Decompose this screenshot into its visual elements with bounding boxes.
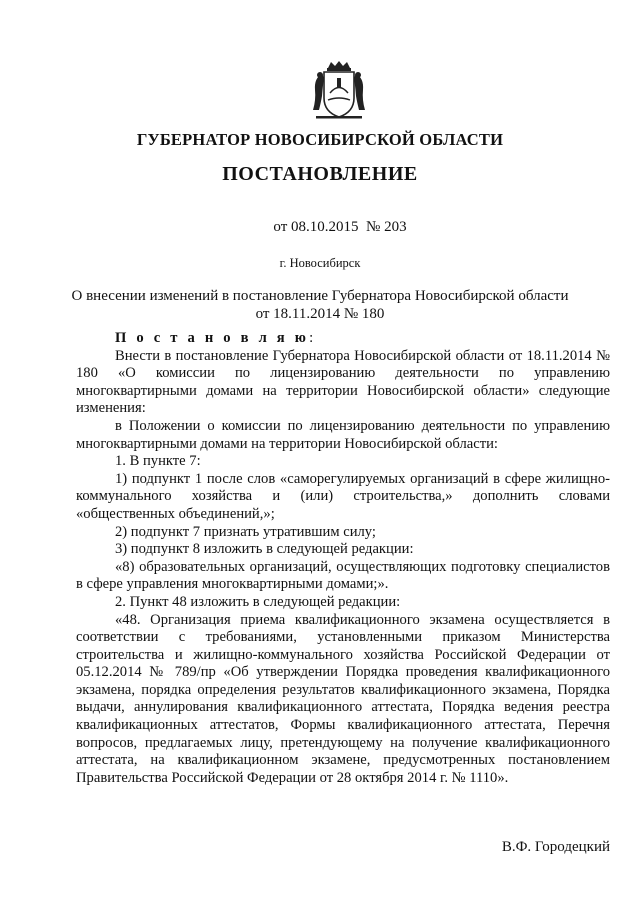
document-date-number: от 08.10.2015 № 203	[273, 219, 407, 235]
body-paragraph: 3) подпункт 8 изложить в следующей редакции:	[115, 541, 414, 558]
signature-name: В.Ф. Городецкий	[501, 839, 610, 855]
document-body	[76, 330, 610, 787]
resolve-word: П о с т а н о в л я ю	[115, 330, 310, 346]
body-paragraph: 1. В пункте 7:	[115, 453, 201, 470]
body-paragraph: 2. Пункт 48 изложить в следующей редакции:	[115, 593, 401, 610]
resolve-colon: :	[309, 330, 314, 346]
resolve-heading	[76, 330, 610, 348]
document-type-title: ПОСТАНОВЛЕНИЕ	[222, 163, 418, 185]
organization-title: ГУБЕРНАТОР НОВОСИБИРСКОЙ ОБЛАСТИ	[136, 130, 504, 149]
body-paragraph: «48. Организация приема квалификационного экзамена осуществляется в соответствии с требованиями, установленными приказом Министерства строительства и жилищно-коммунального хозяйства Российской Федерации от 05.12.2014 № 789/пр «Об утверждении Порядка проведения квалификационного экзамена, порядка определения результатов квалификационного экзамена, Порядка выдачи, аннулирования квалификационного аттестата, Порядка ведения реестра квалификационных аттестатов, Формы квалификационного аттестата, Перечня вопросов, предлагаемых лицу, претендующему на получение квалификационного аттестата, на квалификационном экзамене, предусмотренных постановлением Правительства Российской Федерации от 28 октября 2014 г. № 1110».	[76, 611, 610, 786]
subject-line-1: О внесении изменений в постановление Губернатора Новосибирской области	[71, 288, 569, 304]
body-paragraph: «8) образовательных организаций, осуществляющих подготовку специалистов в сфере управления многоквартирными домами;».	[76, 558, 610, 593]
document-subject	[0, 287, 640, 323]
body-paragraph: Внести в постановление Губернатора Новосибирской области от 18.11.2014 № 180 «О комиссии по лицензированию деятельности по управлению многоквартирными домами на территории Новосибирской области» следующие изменения:	[76, 347, 610, 417]
document-city: г. Новосибирск	[279, 256, 361, 270]
body-paragraph: 1) подпункт 1 после слов «саморегулируемых организаций в сфере жилищно-коммунального хозяйства и (или) строительства,» дополнить словами «общественных объединений,»;	[76, 470, 610, 522]
coat-of-arms-icon	[310, 60, 368, 122]
body-paragraph: в Положении о комиссии по лицензированию деятельности по управлению многоквартирными домами на территории Новосибирской области:	[76, 417, 610, 452]
subject-line-2: от 18.11.2014 № 180	[255, 306, 385, 322]
body-paragraph: 2) подпункт 7 признать утратившим силу;	[115, 523, 376, 540]
